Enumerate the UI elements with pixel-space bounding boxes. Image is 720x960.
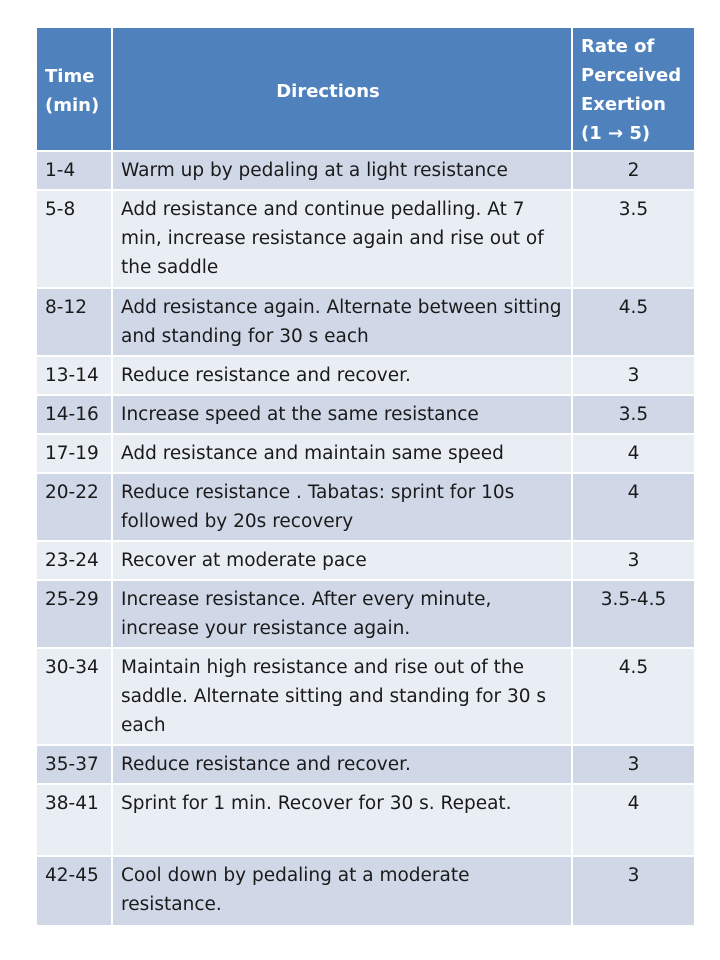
header-rpe-line3: Exertion (581, 94, 666, 115)
rpe-cell: 3 (572, 541, 695, 580)
directions-cell: Reduce resistance and recover. (112, 745, 572, 784)
directions-cell: Warm up by pedaling at a light resistance (112, 151, 572, 190)
table-row (36, 745, 695, 784)
time-cell: 8-12 (36, 288, 112, 356)
header-rpe-line4: (1 → 5) (581, 123, 651, 144)
header-rpe-line2: Perceived (581, 65, 682, 86)
table-row (36, 395, 695, 434)
directions-cell: Add resistance again. Alternate between sitting and standing for 30 s each (112, 288, 572, 356)
rpe-cell: 3 (572, 856, 695, 926)
time-cell: 42-45 (36, 856, 112, 926)
header-rpe-line1: Rate of (581, 36, 655, 57)
table-row (36, 356, 695, 395)
header-directions: Directions (112, 27, 572, 151)
table-row (36, 190, 695, 288)
directions-cell: Reduce resistance . Tabatas: sprint for 10s followed by 20s recovery (112, 473, 572, 541)
table-row (36, 434, 695, 473)
time-cell: 17-19 (36, 434, 112, 473)
table-row (36, 856, 695, 926)
time-cell: 14-16 (36, 395, 112, 434)
directions-cell: Increase speed at the same resistance (112, 395, 572, 434)
time-cell: 35-37 (36, 745, 112, 784)
directions-cell: Add resistance and continue pedalling. At 7 min, increase resistance again and rise out of the saddle (112, 190, 572, 288)
table-row (36, 151, 695, 190)
time-cell: 13-14 (36, 356, 112, 395)
table-row (36, 784, 695, 856)
rpe-cell: 3 (572, 745, 695, 784)
header-time-line1: Time (45, 66, 95, 87)
rpe-cell: 3.5 (572, 190, 695, 288)
rpe-cell: 4.5 (572, 288, 695, 356)
directions-cell: Sprint for 1 min. Recover for 30 s. Repeat. (112, 784, 572, 856)
table-header-row (36, 27, 695, 151)
table-row (36, 473, 695, 541)
workout-table-container (35, 26, 694, 927)
rpe-cell: 4.5 (572, 648, 695, 745)
rpe-cell: 3 (572, 356, 695, 395)
rpe-cell: 3.5 (572, 395, 695, 434)
directions-cell: Recover at moderate pace (112, 541, 572, 580)
time-cell: 38-41 (36, 784, 112, 856)
header-time (36, 27, 112, 151)
time-cell: 1-4 (36, 151, 112, 190)
directions-cell: Increase resistance. After every minute, increase your resistance again. (112, 580, 572, 648)
rpe-cell: 4 (572, 784, 695, 856)
header-time-line2: (min) (45, 95, 100, 116)
time-cell: 20-22 (36, 473, 112, 541)
rpe-cell: 4 (572, 434, 695, 473)
time-cell: 30-34 (36, 648, 112, 745)
rpe-cell: 2 (572, 151, 695, 190)
directions-cell: Maintain high resistance and rise out of the saddle. Alternate sitting and standing for 30 s each (112, 648, 572, 745)
table-row (36, 648, 695, 745)
time-cell: 5-8 (36, 190, 112, 288)
rpe-cell: 4 (572, 473, 695, 541)
rpe-cell: 3.5-4.5 (572, 580, 695, 648)
directions-cell: Cool down by pedaling at a moderate resistance. (112, 856, 572, 926)
time-cell: 25-29 (36, 580, 112, 648)
spin-workout-table (35, 26, 696, 927)
time-cell: 23-24 (36, 541, 112, 580)
header-rpe (572, 27, 695, 151)
table-row (36, 288, 695, 356)
directions-cell: Add resistance and maintain same speed (112, 434, 572, 473)
directions-cell: Reduce resistance and recover. (112, 356, 572, 395)
table-row (36, 541, 695, 580)
table-row (36, 580, 695, 648)
